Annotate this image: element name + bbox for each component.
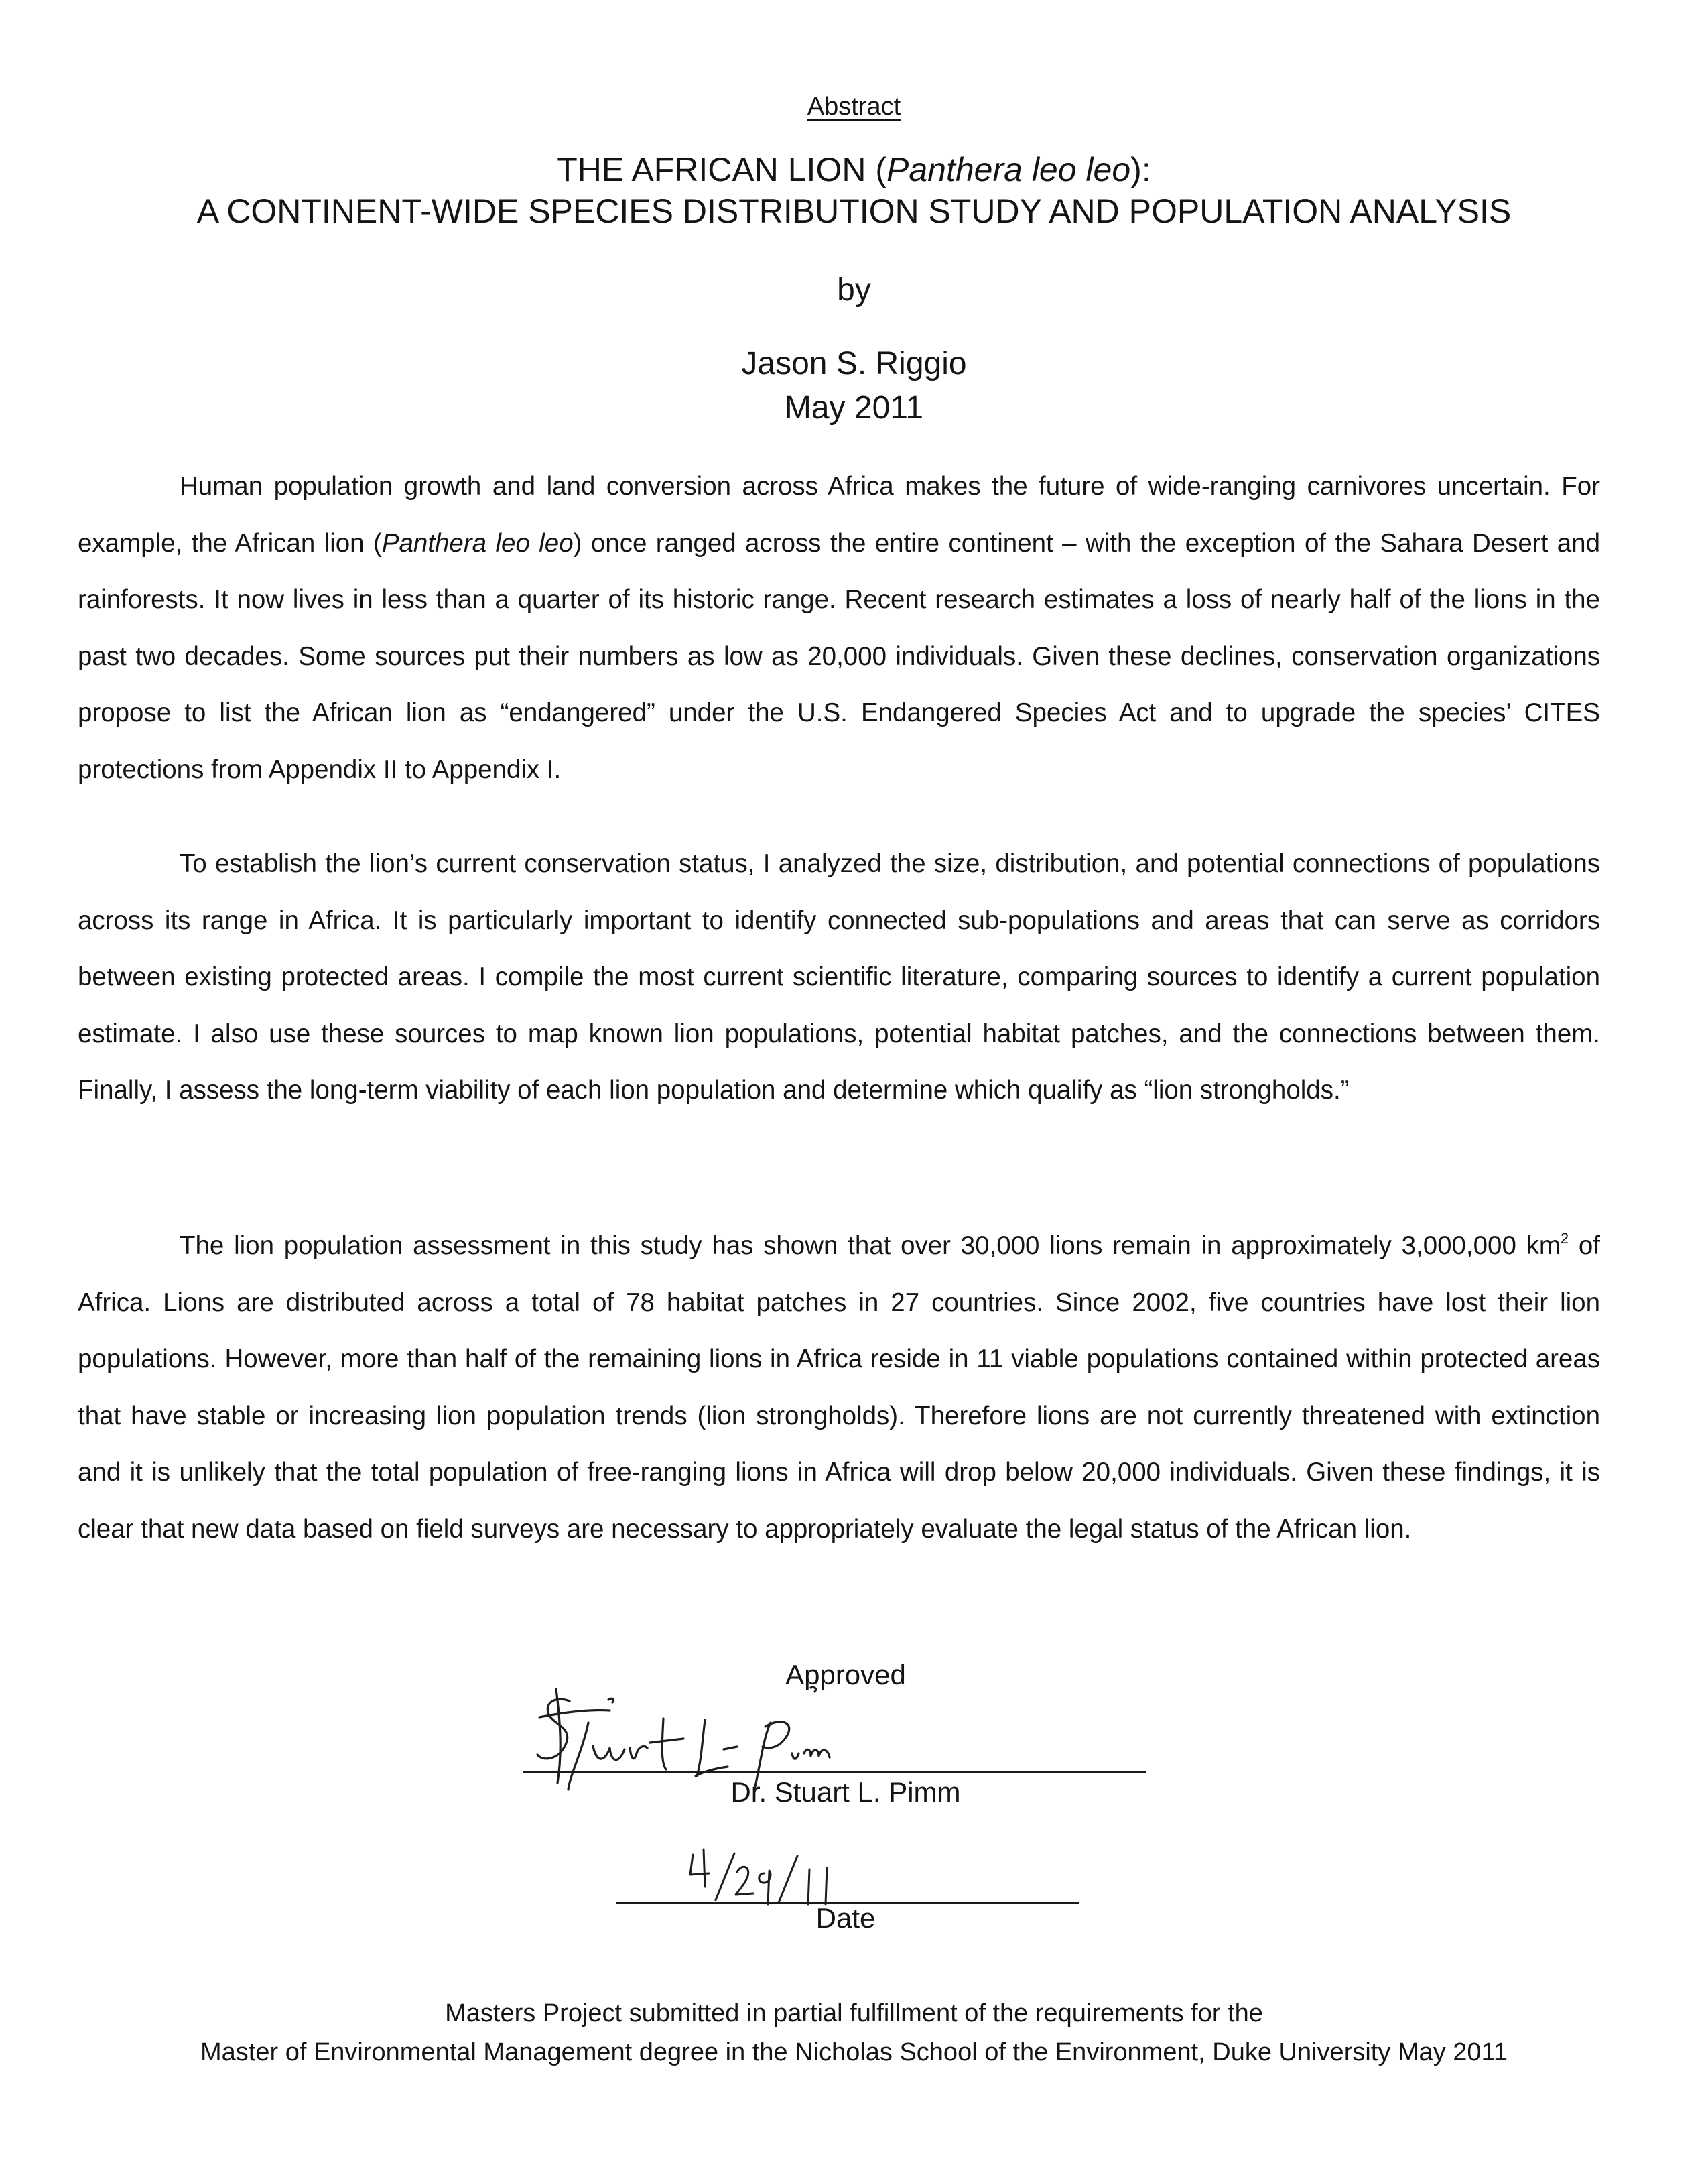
signature-line <box>523 1771 1146 1773</box>
abstract-paragraph-1 <box>78 458 1600 798</box>
title-text-end: ): <box>1130 151 1151 188</box>
footer-note <box>0 1994 1708 2072</box>
document-title <box>0 149 1708 232</box>
superscript-2: 2 <box>1560 1230 1569 1247</box>
abstract-paragraph-3 <box>78 1218 1600 1558</box>
submission-date: May 2011 <box>784 390 924 426</box>
abstract-paragraph-2 <box>78 836 1600 1119</box>
title-line-2: A CONTINENT-WIDE SPECIES DISTRIBUTION STUDY AND POPULATION ANALYSIS <box>196 192 1512 230</box>
abstract-heading: Abstract <box>807 92 901 121</box>
by-label: by <box>837 272 871 308</box>
paragraph-1-species-name: Panthera leo leo <box>381 528 574 558</box>
paragraph-3-text-b: of Africa. Lions are distributed across a total of 78 habitat patches in 27 countries. Since 2002, five countries have lost their lion populations. However, more than half of the remaining lions in Africa reside in 11 viable populations contained within protected areas that have stable or increasing lion population trends (lion strongholds). Therefore lions are not currently threatened with extinction and it is unlikely that the total population of free-ranging lions in Africa will drop below 20,000 individuals. Given these findings, it is clear that new data based on field surveys are necessary to appropriately evaluate the legal status of the African lion. <box>78 1231 1600 1544</box>
footer-line-1: Masters Project submitted in partial fulfillment of the requirements for the <box>445 1999 1263 2028</box>
paragraph-1-text-a: Human population growth and land conversion across Africa makes the future of wide-ranging carnivores uncertain. For example, the African lion ( <box>78 472 1600 558</box>
paragraph-3-text-a: The lion population assessment in this study has shown that over 30,000 lions remain in approximately 3,000,000 km <box>180 1231 1561 1260</box>
paragraph-1-text-b: ) once ranged across the entire continent – with the exception of the Sahara Desert and rainforests. It now lives in less than a quarter of its historic range. Recent research estimates a loss of nearly half of the lions in the past two decades. Some sources put their numbers as low as 20,000 individuals. Given these declines, conservation organizations propose to list the African lion as “endangered” under the U.S. Endangered Species Act and to upgrade the species’ CITES protections from Appendix II to Appendix I. <box>78 528 1600 784</box>
abstract-page: Abstract THE AFRICAN LION (Panthera leo leo): A CONTINENT-WIDE SPECIES DISTRIBUTION STUDY AND POPULATION ANALYSIS by Jason S. Riggio May 2011 Human population growth and land conversion across Africa makes the future of wide-ranging carnivores uncertain. For example, the African lion (Panthera leo leo) once ranged across the entire continent – with the exception of the Sahara Desert and rainforests. It now lives in less than a quarter of its historic range. Recent research estimates a loss of nearly half of the lions in the past two decades. Some sources put their numbers as low as 20,000 individuals. Given these declines, conservation organizations propose to list the African lion as “endangered” under the U.S. Endangered Species Act and to upgrade the species’ CITES protections from Appendix II to Appendix I. To establish the lion’s current conservation status, I analyzed the size, distribution, and potential connections of populations across its range in Africa. It is particularly important to identify connected sub-populations and areas that can serve as corridors between existing protected areas. I compile the most current scientific literature, comparing sources to identify a current population estimate. I also use these sources to map known lion populations, potential habitat patches, and the connections between them. Finally, I assess the long-term viability of each lion population and determine which qualify as “lion strongholds.” The lion population assessment in this study has shown that over 30,000 lions remain in approximately 3,000,000 $km^2$ of Africa. Lions are distributed across a total of 78 habitat patches in 27 countries. Since 2002, five countries have lost their lion populations. However, more than half of the remaining lions in Africa reside in 11 viable populations contained within protected areas that have stable or increasing lion population trends (lion strongholds). Therefore lions are not currently threatened with extinction and it is unlikely that the total population of free-ranging lions in Africa will drop below 20,000 individuals. Given these findings, it is clear that new data based on field surveys are necessary to appropriately evaluate the legal status of the African lion. Approved Dr. Stuart L. Pimm Date Masters Project submitted in partial fulfillment of the requirements for the Master of Environmental Management degree in the Nicholas School of the Environment, Duke University May 2011 <box>0 0 1708 2183</box>
footer-line-2: Master of Environmental Management degree in the Nicholas School of the Environment, Duke University May 2011 <box>200 2038 1508 2066</box>
author-name: Jason S. Riggio <box>741 346 967 381</box>
title-line-1 <box>0 149 1708 190</box>
title-species-name: Panthera leo leo <box>886 151 1131 188</box>
author-block <box>0 342 1708 430</box>
title-text-start: THE AFRICAN LION ( <box>557 151 886 188</box>
paragraph-2-text: To establish the lion’s current conservation status, I analyzed the size, distribution, and potential connections of populations across its range in Africa. It is particularly important to identify connected sub-populations and areas that can serve as corridors between existing protected areas. I compile the most current scientific literature, comparing sources to identify a current population estimate. I also use these sources to map known lion populations, potential habitat patches, and the connections between them. Finally, I assess the long-term viability of each lion population and determine which qualify as “lion strongholds.” <box>78 849 1600 1105</box>
